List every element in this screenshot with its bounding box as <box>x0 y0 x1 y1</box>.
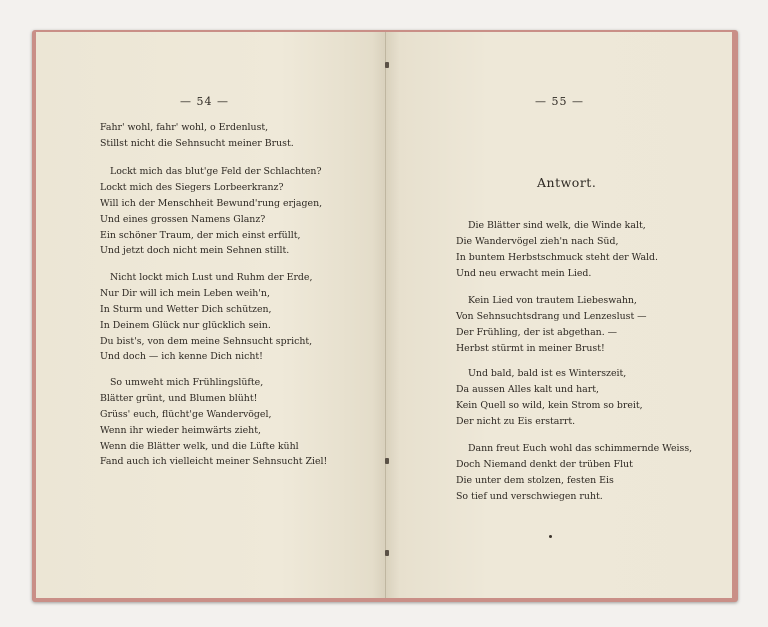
verse-line: Dann freut Euch wohl das schimmernde Weiss, <box>468 443 693 454</box>
poem-title: Antwort. <box>537 175 597 190</box>
binding-stitch <box>385 550 389 556</box>
verse-line: Und bald, bald ist es Winterszeit, <box>468 368 627 379</box>
left-stanza-1 <box>100 120 294 152</box>
right-stanza-2 <box>456 293 647 357</box>
page-number-left: — 54 — <box>180 95 229 108</box>
left-stanza-3 <box>100 270 312 365</box>
verse-line: Wenn die Blätter welk, und die Lüfte kühl <box>100 440 299 452</box>
right-stanza-4 <box>456 441 692 505</box>
binding-stitch <box>385 458 389 464</box>
verse-line: Der Frühling, der ist abgethan. — <box>456 326 618 338</box>
left-stanza-2 <box>100 164 322 259</box>
verse-line: Von Sehnsuchtsdrang und Lenzeslust — <box>456 310 647 322</box>
verse-line: Du bist's, von dem meine Sehnsucht spricht, <box>100 335 313 347</box>
verse-line: Will ich der Menschheit Bewund'rung erjagen, <box>100 197 323 209</box>
right-stanza-3 <box>456 366 643 430</box>
verse-line: Da aussen Alles kalt und hart, <box>456 383 599 395</box>
verse-line: Nur Dir will ich mein Leben weih'n, <box>100 287 270 299</box>
verse-line: Herbst stürmt in meiner Brust! <box>456 342 605 354</box>
binding-stitch <box>385 62 389 68</box>
verse-line: Und neu erwacht mein Lied. <box>456 267 592 279</box>
verse-line: Der nicht zu Eis erstarrt. <box>456 415 576 427</box>
verse-line: Und jetzt doch nicht mein Sehnen stillt. <box>100 245 290 257</box>
verse-line: In buntem Herbstschmuck steht der Wald. <box>456 251 659 263</box>
verse-line: In Sturm und Wetter Dich schützen, <box>100 303 272 315</box>
verse-line: In Deinem Glück nur glücklich sein. <box>100 319 271 331</box>
verse-line: Doch Niemand denkt der trüben Flut <box>456 458 633 470</box>
verse-line: Nicht lockt mich Lust und Ruhm der Erde, <box>110 272 313 283</box>
verse-line: Und doch — ich kenne Dich nicht! <box>100 351 263 363</box>
verse-line: Die unter dem stolzen, festen Eis <box>456 474 614 486</box>
verse-line: Lockt mich des Siegers Lorbeerkranz? <box>100 181 284 193</box>
verse-line: Grüss' euch, flücht'ge Wandervögel, <box>100 408 272 420</box>
verse-line: Stillst nicht die Sehnsucht meiner Brust. <box>100 137 294 149</box>
verse-line: So umweht mich Frühlingslüfte, <box>110 377 264 388</box>
page-number-right: — 55 — <box>535 95 584 108</box>
verse-line: Kein Lied von trautem Liebeswahn, <box>468 295 637 306</box>
verse-line: Und eines grossen Namens Glanz? <box>100 213 266 225</box>
right-stanza-1 <box>456 218 658 282</box>
left-stanza-4 <box>100 375 327 470</box>
verse-line: So tief und verschwiegen ruht. <box>456 490 603 502</box>
verse-line: Blätter grünt, und Blumen blüht! <box>100 392 258 404</box>
verse-line: Kein Quell so wild, kein Strom so breit, <box>456 399 643 411</box>
verse-line: Die Wandervögel zieh'n nach Süd, <box>456 235 619 247</box>
verse-line: Die Blätter sind welk, die Winde kalt, <box>468 220 646 231</box>
verse-line: Ein schöner Traum, der mich einst erfüllt, <box>100 229 301 241</box>
verse-line: Wenn ihr wieder heimwärts zieht, <box>100 424 261 436</box>
verse-line: Fand auch ich vielleicht meiner Sehnsucht Ziel! <box>100 456 328 468</box>
ornament-dot <box>549 535 552 538</box>
verse-line: Lockt mich das blut'ge Feld der Schlachten? <box>110 166 322 177</box>
verse-line: Fahr' wohl, fahr' wohl, o Erdenlust, <box>100 122 269 133</box>
